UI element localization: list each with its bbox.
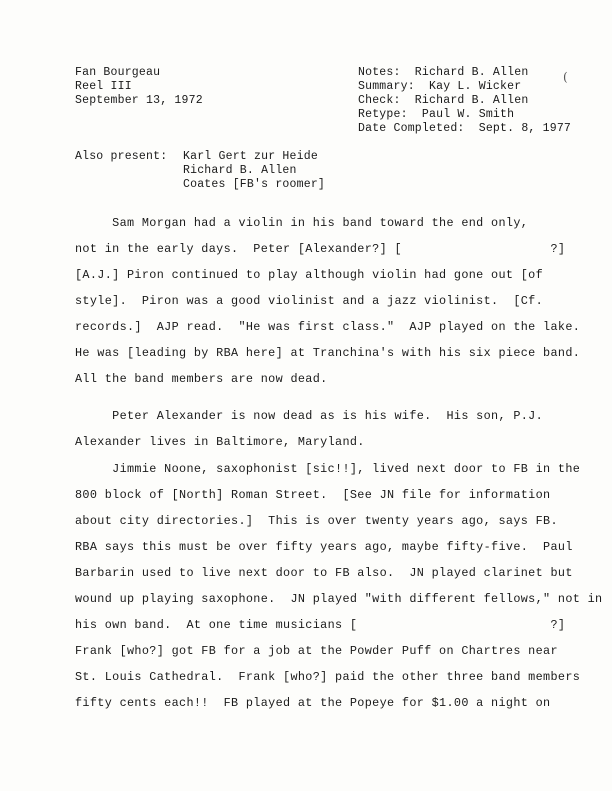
body-line: about city directories.] This is over twenty years ago, says FB. [75, 514, 558, 528]
body-line: his own band. At one time musicians [ ?] [75, 618, 566, 632]
body-line: Sam Morgan had a violin in his band toward the end only, [75, 216, 529, 230]
date-completed: Date Completed: Sept. 8, 1977 [358, 122, 572, 135]
body-line: [A.J.] Piron continued to play although violin had gone out [of [75, 268, 544, 282]
also-present-name: Coates [FB's roomer] [183, 178, 326, 191]
body-line: He was [leading by RBA here] at Tranchina's with his six piece band. [75, 346, 581, 360]
also-present-name: Karl Gert zur Heide [183, 150, 318, 163]
body-line: wound up playing saxophone. JN played "with different fellows," not in [75, 592, 603, 606]
interview-date: September 13, 1972 [75, 94, 203, 107]
body-line: Frank [who?] got FB for a job at the Powder Puff on Chartres near [75, 644, 558, 658]
interviewee-name: Fan Bourgeau [75, 66, 161, 79]
also-present-label: Also present: [75, 150, 168, 163]
check-credit: Check: Richard B. Allen [358, 94, 529, 107]
body-line: records.] AJP read. "He was first class." AJP played on the lake. [75, 320, 581, 334]
body-line: Peter Alexander is now dead as is his wife. His son, P.J. [75, 409, 544, 423]
body-line: Alexander lives in Baltimore, Maryland. [75, 435, 365, 449]
reel-number: Reel III [75, 80, 132, 93]
body-line: fifty cents each!! FB played at the Popeye for $1.00 a night on [75, 696, 551, 710]
body-line: Barbarin used to live next door to FB also. JN played clarinet but [75, 566, 573, 580]
body-line: All the band members are now dead. [75, 372, 328, 386]
body-line: 800 block of [North] Roman Street. [See JN file for information [75, 488, 551, 502]
notes-credit: Notes: Richard B. Allen [358, 66, 529, 79]
summary-credit: Summary: Kay L. Wicker [358, 80, 522, 93]
body-line: Jimmie Noone, saxophonist [sic!!], lived next door to FB in the [75, 462, 581, 476]
also-present-name: Richard B. Allen [183, 164, 297, 177]
margin-mark: ( [563, 70, 568, 84]
body-line: St. Louis Cathedral. Frank [who?] paid the other three band members [75, 670, 581, 684]
body-line: RBA says this must be over fifty years ago, maybe fifty-five. Paul [75, 540, 573, 554]
body-line: not in the early days. Peter [Alexander?] [ ?] [75, 242, 566, 256]
retype-credit: Retype: Paul W. Smith [358, 108, 515, 121]
body-line: style]. Piron was a good violinist and a jazz violinist. [Cf. [75, 294, 544, 308]
